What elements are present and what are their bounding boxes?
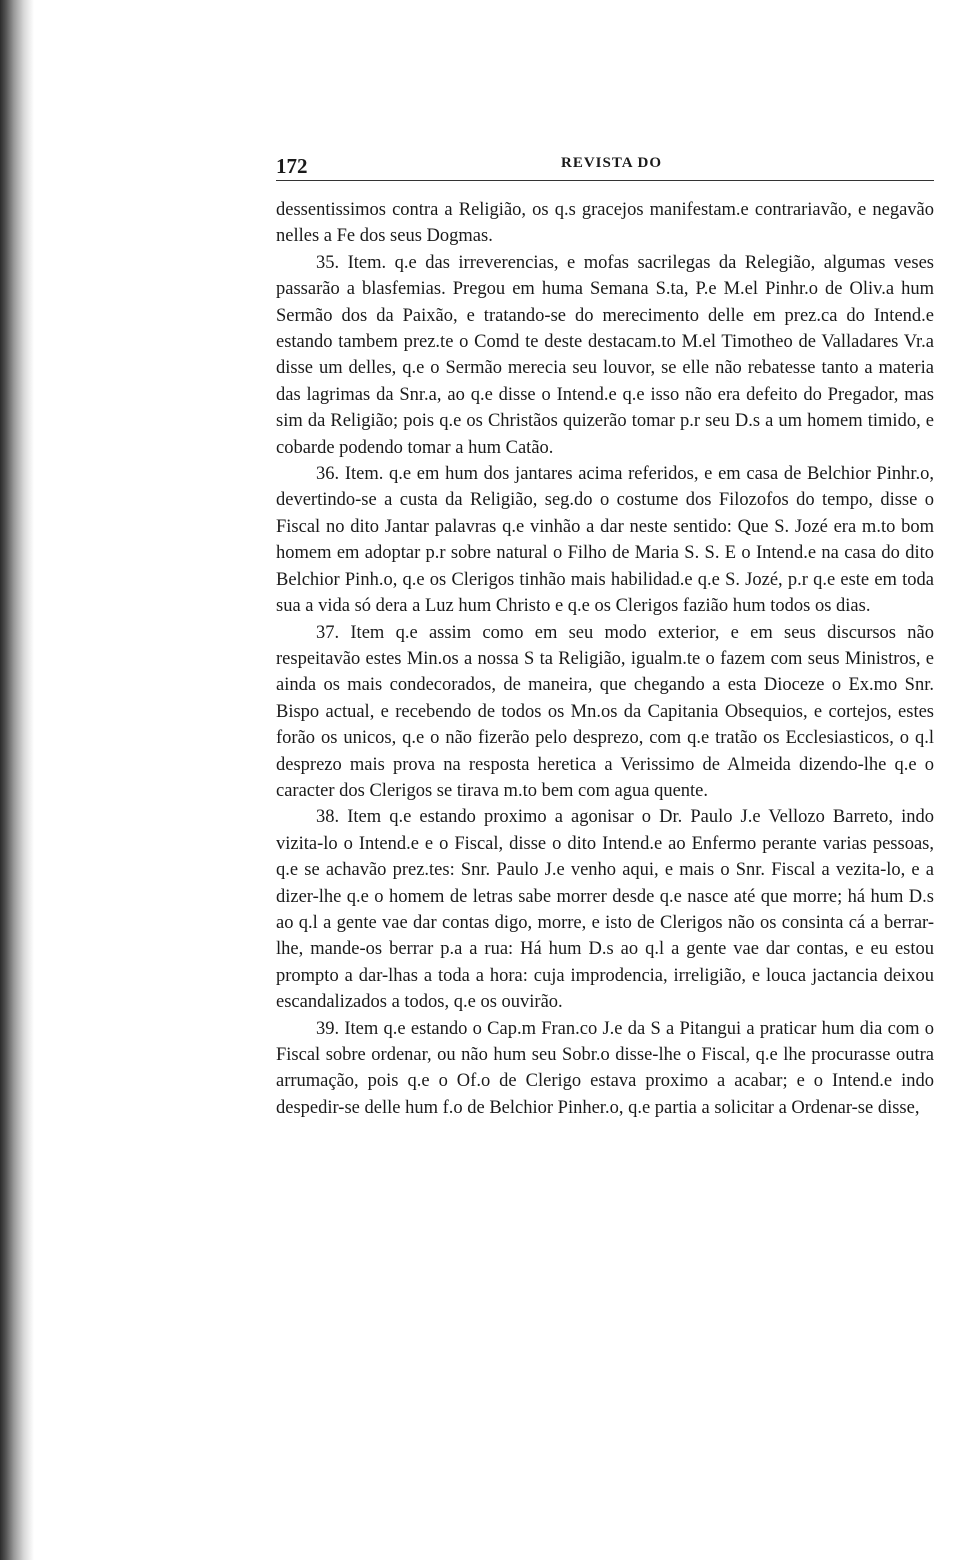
document-page <box>276 150 934 1121</box>
running-title: REVISTA DO <box>561 155 662 171</box>
paragraph-item-35: 35. Item. q.e das irreverencias, e mofas sacrilegas da Relegião, algumas veses passarão a blasfemias. Pregou em huma Semana S.ta, P.e M.el Pinhr.o de Oliv.a hum Sermão dos da Paixão, e tratando-se do merecimento delle em prez.ca do Intend.e estando tambem prez.te o Comd te deste destacam.to M.el Timotheo de Valladares Vr.a disse um delles, q.e o Sermão merecia seu louvor, se elle não rebatesse tanto a materia das lagrimas da Snr.a, ao q.e disse o Intend.e q.e isso não era defeito do Pregador, mas sim da Religião; pois q.e os Christãos quizerão tomar p.r seu D.s a um homem timido, e cobarde podendo tomar a hum Catão. <box>276 252 934 458</box>
paragraph-item-37: 37. Item q.e assim como em seu modo exterior, e em seus discursos não respeitavão estes Min.os a nossa S ta Religião, igualm.te o fazem com seus Ministros, e ainda os mais condecorados, de maneira, que chegando a esta Dioceze o Ex.mo Snr. Bispo actual, e recebendo de todos os Mn.os da Capitania Obsequios, e cortejos, estes forão os unicos, q.e o não fizerão pelo desprezo, com q.e tratão os Ecclesiasticos, o q.l desprezo mais prova na resposta heretica a Verissimo de Almeida dizendo-lhe q.e o caracter dos Clerigos se tirava m.to bem com agua quente. <box>276 622 934 801</box>
page-header <box>276 150 934 181</box>
scanned-page-edge <box>0 0 34 1560</box>
paragraph-item-38: 38. Item q.e estando proximo a agonisar o Dr. Paulo J.e Vellozo Barreto, indo vizita-lo o Intend.e e o Fiscal, disse o dito Intend.e ao Enfermo perante varias pessoas, q.e se achavão prez.tes: Snr. Paulo J.e venho aqui, e mais o Snr. Fiscal a vezita-lo, e a dizer-lhe q.e o homem de letras sabe morrer desde q.e nasce até que morre; há hum D.s ao q.l a gente vae dar contas digo, morre, e isto de Clerigos não os consinta cá a berrar-lhe, mande-os berrar p.a a rua: Há hum D.s ao q.l a gente vae dar contas, e eu estou prompto a dar-lhas a toda a hora: cuja improdencia, irreligião, e louca jactancia deixou escandalizados a todos, q.e os ouvirão. <box>276 807 934 1013</box>
paragraph-item-36: 36. Item. q.e em hum dos jantares acima referidos, e em casa de Belchior Pinhr.o, devertindo-se a custa da Religião, seg.do o costume dos Filozofos do tempo, disse o Fiscal no dito Jantar palavras q.e vinhão a dar neste sentido: Que S. Jozé era m.to bom homem em adoptar p.r sobre natural o Filho de Maria S. S. E o Intend.e na casa do dito Belchior Pinh.o, q.e os Clerigos tinhão mais habilidad.e q.e S. Jozé, p.r q.e este em toda sua a vida só dera a Luz hum Christo e q.e os Clerigos fazião hum todos os dias. <box>276 464 934 617</box>
paragraph-continuation: dessentissimos contra a Religião, os q.s gracejos manifestam.e contrariavão, e negavão nelles a Fe dos seus Dogmas. <box>276 200 934 247</box>
page-number: 172 <box>276 154 308 178</box>
body-text <box>276 197 934 1121</box>
paragraph-item-39: 39. Item q.e estando o Cap.m Fran.co J.e da S a Pitangui a praticar hum dia com o Fiscal sobre ordenar, ou não hum seu Sobr.o disse-lhe o Fiscal, q.e lhe procurasse outra arrumação, pois q.e o Of.o de Clerigo estava proximo a acabar; e o Intend.e indo despedir-se delle hum f.o de Belchior Pinher.o, q.e partia a solicitar a Ordenar-se disse, <box>276 1018 934 1118</box>
